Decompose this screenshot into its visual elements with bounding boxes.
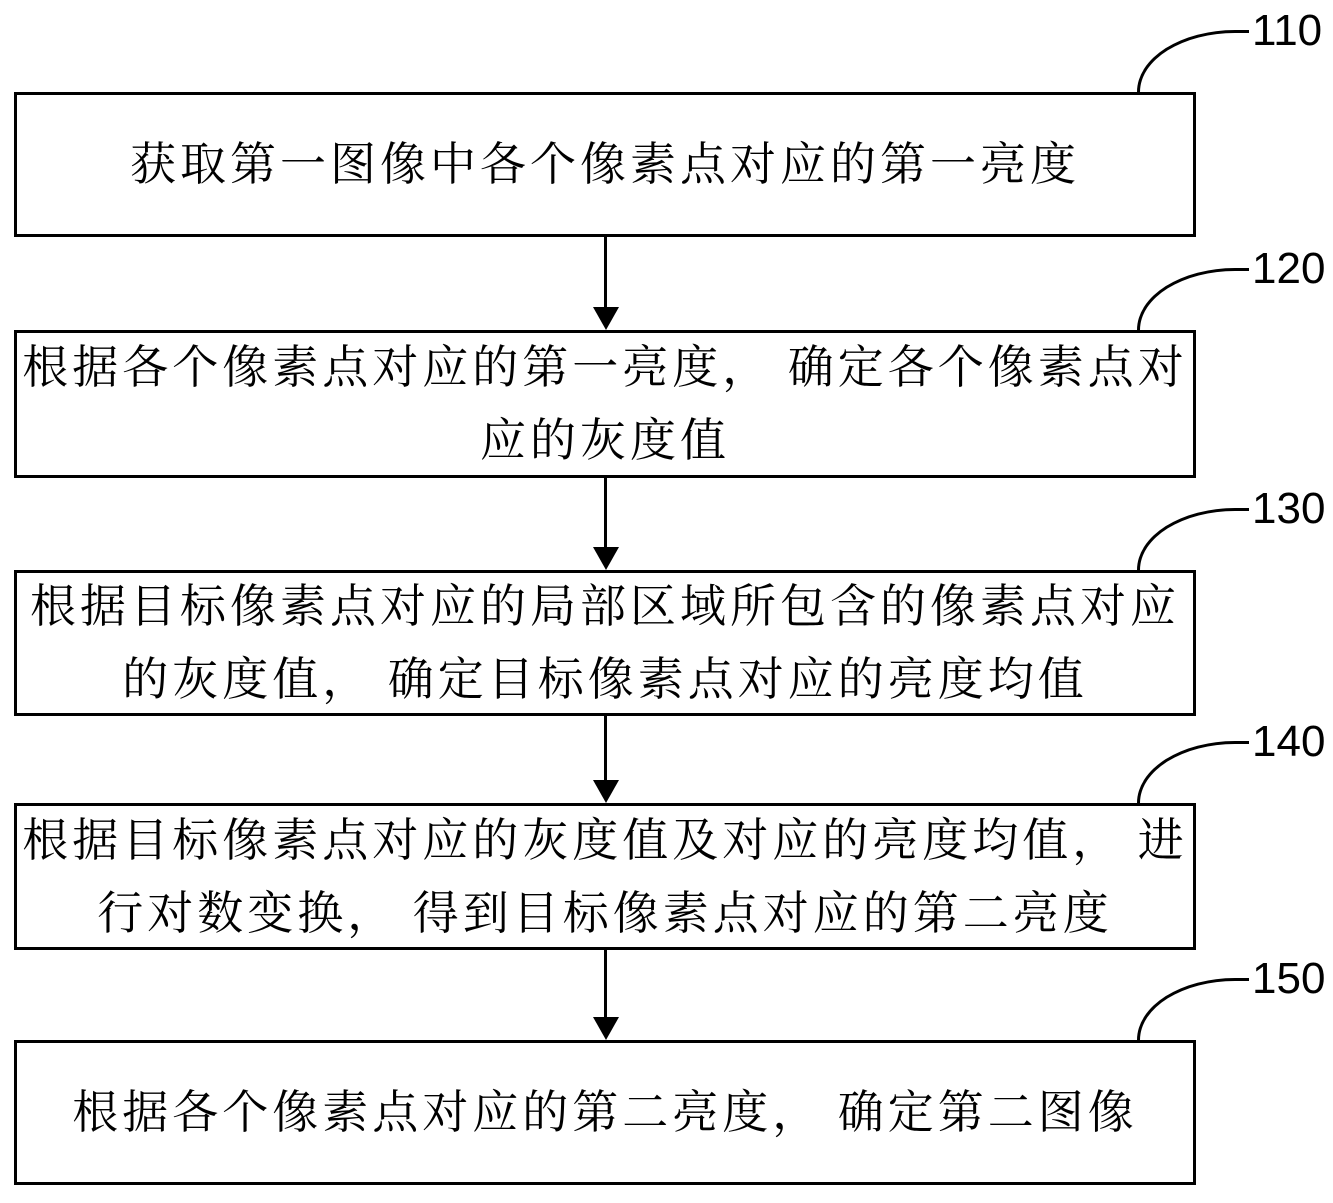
- flow-arrow-3: [593, 716, 619, 803]
- ref-label-140: 140: [1252, 717, 1326, 766]
- step-box-120: [14, 330, 1196, 478]
- arrow-head-down-icon: [593, 1017, 619, 1040]
- ref-label-110: 110: [1252, 6, 1323, 55]
- step-120-text-line-1: 根据各个像素点对应的第一亮度， 确定各个像素点对: [22, 342, 1188, 393]
- step-box-110: [14, 92, 1196, 237]
- arrow-head-down-icon: [593, 780, 619, 803]
- arrow-shaft: [604, 478, 607, 552]
- step-box-150: [14, 1040, 1196, 1185]
- arrow-shaft: [604, 716, 607, 785]
- step-box-140: [14, 803, 1196, 950]
- step-130-text-line-1: 根据目标像素点对应的局部区域所包含的像素点对应: [30, 581, 1180, 632]
- step-140-text-line-2: 行对数变换， 得到目标像素点对应的第二亮度: [97, 887, 1113, 939]
- leader-line-130: [1137, 508, 1249, 570]
- flow-arrow-2: [593, 478, 619, 570]
- step-130-text-line-2: 的灰度值， 确定目标像素点对应的亮度均值: [122, 654, 1088, 705]
- leader-line-150: [1137, 978, 1249, 1040]
- ref-label-150: 150: [1252, 954, 1326, 1003]
- flow-arrow-4: [593, 950, 619, 1040]
- arrow-head-down-icon: [593, 307, 619, 330]
- flow-arrow-1: [593, 237, 619, 330]
- ref-label-120: 120: [1252, 244, 1326, 293]
- ref-label-130: 130: [1252, 484, 1326, 533]
- step-140-text-line-1: 根据目标像素点对应的灰度值及对应的亮度均值， 进: [22, 814, 1188, 866]
- arrow-shaft: [604, 237, 607, 312]
- leader-line-110: [1137, 30, 1249, 92]
- arrow-head-down-icon: [593, 547, 619, 570]
- step-120-text-line-2: 应的灰度值: [480, 415, 730, 466]
- step-box-130: [14, 570, 1196, 716]
- step-150-text-line-1: 根据各个像素点对应的第二亮度， 确定第二图像: [72, 1087, 1138, 1138]
- arrow-shaft: [604, 950, 607, 1022]
- leader-line-120: [1137, 268, 1249, 330]
- leader-line-140: [1137, 741, 1249, 803]
- step-110-text-line-1: 获取第一图像中各个像素点对应的第一亮度: [130, 139, 1080, 190]
